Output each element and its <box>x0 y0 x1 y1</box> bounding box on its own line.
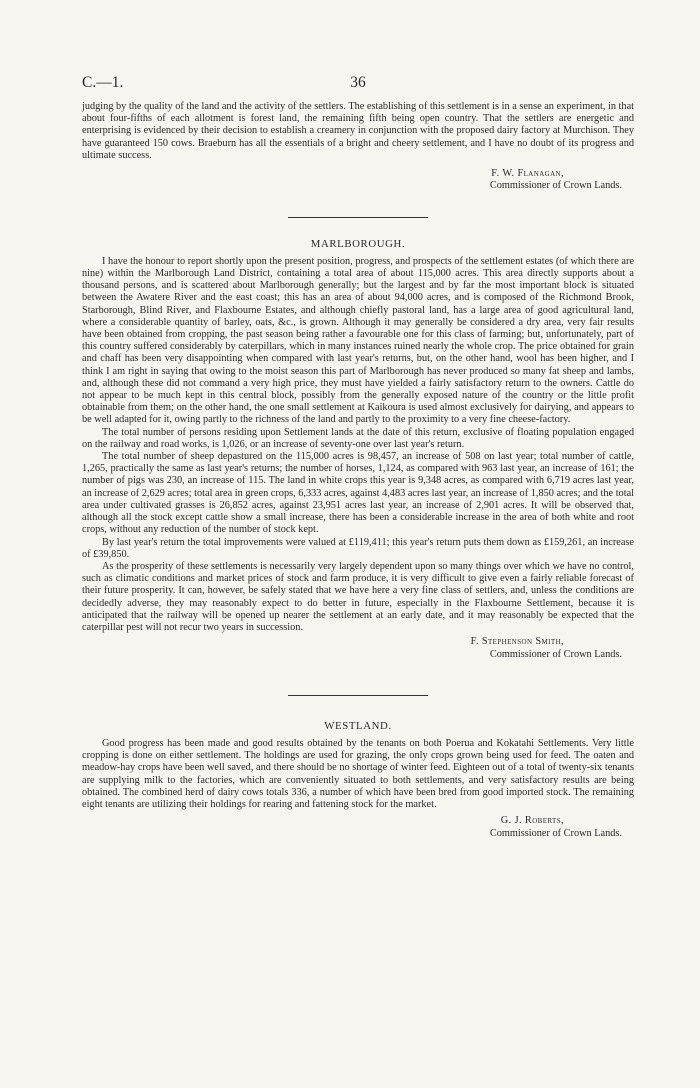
section-heading-westland: WESTLAND. <box>324 719 392 732</box>
westland-paragraph: Good progress has been made and good results obtained by the tenants on both Poerua and Kokatahi Settlements. Very little cropping is done on either settlement. The holdings are used for grazing, the only crops grown being used for feed. The oaten and meadow-hay crops have been well saved, and there should be no shortage of winter feed. Eighteen out of a total of twenty-six tenants are supplying milk to the factories, which are conveniently situated to both settlements, and very satisfactory results are being obtained. The combined herd of dairy cows totals 336, a number of which have been bred from good imported stock. The remaining eight tenants are utilizing their holdings for rearing and fattening stock for the market. <box>82 737 634 810</box>
page-header <box>82 74 634 92</box>
section-divider <box>288 695 428 696</box>
section-heading-marlborough: MARLBOROUGH. <box>310 237 406 250</box>
signature-title: Commissioner of Crown Lands. <box>489 827 622 839</box>
page-number: 36 <box>350 74 366 91</box>
section-divider <box>288 217 428 218</box>
signature-name: F. Stephenson Smith, <box>470 636 564 648</box>
signature-title: Commissioner of Crown Lands. <box>489 180 622 192</box>
intro-signature <box>82 168 634 193</box>
document-reference: C.—1. <box>82 74 124 91</box>
signature-name: F. W. Flanagan, <box>491 168 564 180</box>
marlborough-paragraph-2: The total number of persons residing upon Settlement lands at the date of this return, exclusive of floating population engaged on the railway and road works, is 1,026, or an increase of seventy-one over last year's return. <box>82 426 634 450</box>
signature-title: Commissioner of Crown Lands. <box>489 648 622 660</box>
signature-name: G. J. Roberts, <box>500 815 564 827</box>
marlborough-signature <box>82 636 634 661</box>
westland-signature <box>82 815 634 840</box>
marlborough-paragraph-5: As the prosperity of these settlements is necessarily very largely dependent upon so many things over which we have no control, such as climatic conditions and market prices of stock and farm produce, it is very difficult to give even a fairly reliable forecast of their future prosperity. It can, however, be safely stated that we have here a very fine class of settlers, and, unless the conditions are decidedly adverse, they may reasonably expect to do better in future, especially in the Flaxbourne Settlement, because it is anticipated that the railway will be opened up nearer the settlement at an early date, and it may reasonably be expected that the caterpillar pest will not recur two years in succession. <box>82 560 634 633</box>
intro-paragraph: judging by the quality of the land and the activity of the settlers. The establishing of this settlement is in a sense an experiment, in that about four-fifths of each allotment is forest land, the remaining fifth being open country. That the settlers are energetic and enterprising is evidenced by their decision to establish a creamery in conjunction with the proposed dairy factory at Murchison. They have guaranteed 150 cows. Braeburn has all the essentials of a bright and cheery settlement, and I have no doubt of its progress and ultimate success. <box>82 101 634 161</box>
marlborough-paragraph-4: By last year's return the total improvements were valued at £119,411; this year's return puts them down as £159,261, an increase of £39,850. <box>82 536 634 560</box>
marlborough-paragraph-3: The total number of sheep depastured on the 115,000 acres is 98,457, an increase of 508 on last year; total number of cattle, 1,265, practically the same as last year's returns; the number of horses, 1,124, as compared with 963 last year, an increase of 161; the number of pigs was 230, an increase of 115. The land in white crops this year is 9,348 acres, as compared with 6,719 acres last year, an increase of 2,629 acres; total area in green crops, 6,333 acres, against 4,483 acres last year, an increase of 1,850 acres; and the total area under cultivated grasses is 26,852 acres, against 23,951 acres last year, an increase of 2,901 acres. It will be observed that, although all the stock except cattle show a small increase, there has been a considerable increase in the area of both white and root crops, without any reduction of the number of stock kept. <box>82 451 634 536</box>
marlborough-paragraph-1: I have the honour to report shortly upon the present position, progress, and prospects of the settlement estates (of which there are nine) within the Marlborough Land District, containing a total area of about 115,000 acres. This area directly supports about a thousand persons, and is scattered about Marlborough generally; but the largest and by far the most important block is situated between the Awatere River and the east coast; this has an area of about 94,000 acres, and is composed of the Richmond Brook, Starborough, Blind River, and Flaxbourne Estates, and although chiefly pastoral land, has a large area of good agricultural land, where a considerable quantity of barley, oats, &c., is grown. Although it may generally be considered a dry area, very fair results have been obtained from cropping, the past season being rather a favourable one for this class of farming; but, unfortunately, part of this country suffered considerably by caterpillars, which in many instances ruined nearly the whole crop. The price obtained for grain and chaff has been very disappointing when compared with last year's returns, but, on the other hand, wool has been higher, and I think I am right in saying that owing to the moist season this part of Marlborough has never produced so many fat sheep and lambs, and, although these did not command a very high price, they must have yielded a fairly satisfactory return to the owners. Cattle do not appear to be much kept in this central block, possibly from the generally exposed nature of the country or the little profit obtainable from them; on the other hand, the one small settlement at Kaikoura is used almost exclusively for dairying, and appears to be well adapted for it, owing partly to the richness of the land and partly to the proximity to a very fine cheese-factory. <box>82 255 634 426</box>
